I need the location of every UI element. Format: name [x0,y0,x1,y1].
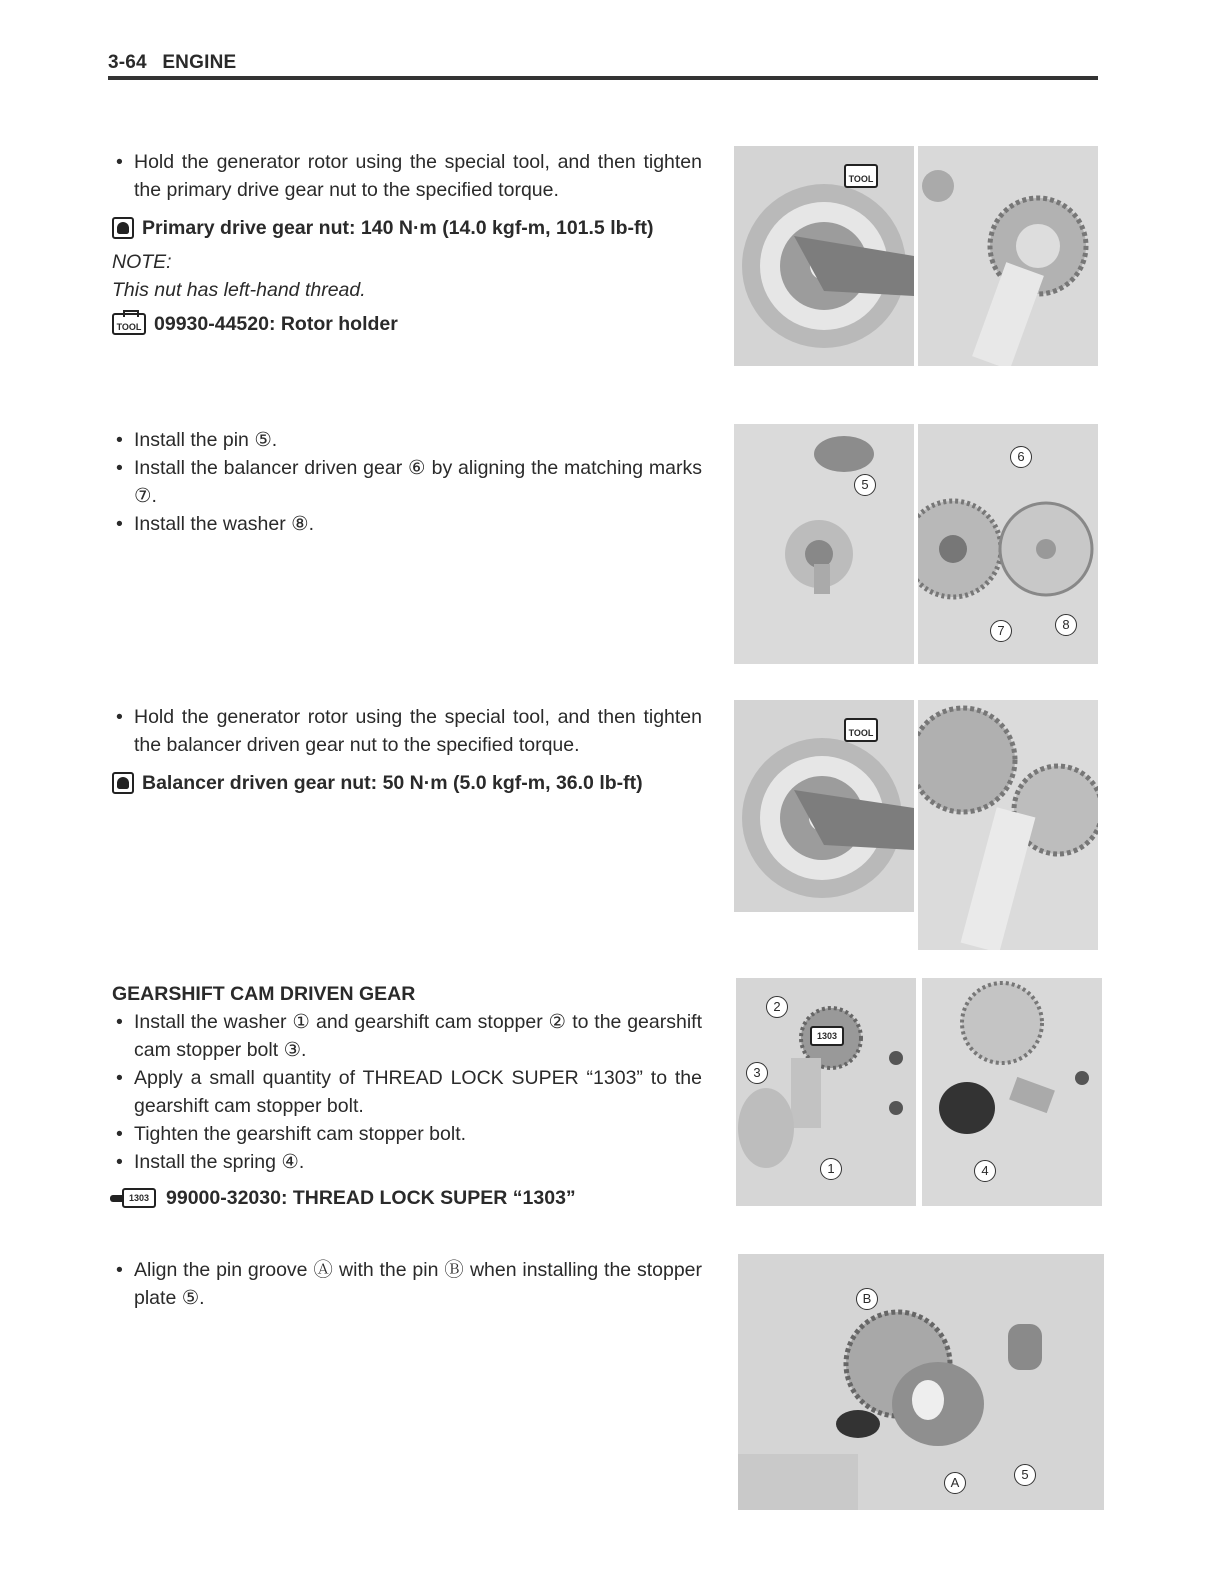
callout-A: A [944,1472,966,1494]
photo-balancer-gear-right [918,700,1098,950]
bullet-text: • Install the washer ⑧. [112,510,702,538]
photo-rotor-holder-left [734,146,914,366]
photo-pin-install [734,424,914,664]
tool-spec-line [112,310,702,338]
photo-primary-gear-right [918,146,1098,366]
section-title: GEARSHIFT CAM DRIVEN GEAR [112,983,416,1005]
callout-5: 5 [854,474,876,496]
callout-B: B [856,1288,878,1310]
block-gearshift-cam-text [112,980,702,1212]
note-text: This nut has left-hand thread. [112,279,366,301]
bullet-text: • Align the pin groove Ⓐ with the pin Ⓑ when installing the stopper plate ⑤. [112,1256,702,1312]
photo-cam-stopper [736,978,916,1206]
tool-badge: TOOL [844,164,878,188]
photo-rotor-holder-left-2 [734,700,914,912]
bullet-text: • Install the pin ⑤. [112,426,702,454]
tool-spec-text: 09930-44520: Rotor holder [154,313,398,335]
page-header [108,52,236,74]
bullet-text: • Hold the generator rotor using the special tool, and then tighten the balancer driven gear nut to the specified torque. [112,703,702,759]
torque-wrench-icon [112,217,134,239]
callout-2: 2 [766,996,788,1018]
chapter-title: ENGINE [162,52,237,73]
page-number: 3-64 [108,52,147,73]
block-primary-drive-text [112,148,702,338]
torque-spec-text: Balancer driven gear nut: 50 N·m (5.0 kgf-m, 36.0 lb-ft) [142,772,643,794]
thread-lock-spec-text: 99000-32030: THREAD LOCK SUPER “1303” [166,1187,576,1209]
block-stopper-plate-text [112,1256,702,1312]
photo-spring-install [922,978,1102,1206]
torque-wrench-icon [112,772,134,794]
torque-spec-line [112,769,702,797]
photo-balancer-gear [918,424,1098,664]
callout-8: 8 [1055,614,1077,636]
thread-lock-spec-line [110,1184,702,1212]
torque-spec-line [112,214,702,242]
bullet-text: • Hold the generator rotor using the special tool, and then tighten the primary drive gear nut to the specified torque. [112,148,702,204]
bullet-text: • Install the washer ① and gearshift cam stopper ② to the gearshift cam stopper bolt ③. [112,1008,702,1064]
thread-lock-icon: 1303 [110,1187,158,1209]
callout-6: 6 [1010,446,1032,468]
bullet-text: • Install the balancer driven gear ⑥ by aligning the matching marks ⑦. [112,454,702,510]
callout-3: 3 [746,1062,768,1084]
block-balancer-install-text [112,426,702,538]
torque-spec-text: Primary drive gear nut: 140 N·m (14.0 kgf-m, 101.5 lb-ft) [142,217,654,239]
callout-5: 5 [1014,1464,1036,1486]
block-balancer-torque-text [112,703,702,797]
thread-lock-badge: 1303 [810,1026,844,1046]
tool-badge: TOOL [844,718,878,742]
callout-7: 7 [990,620,1012,642]
header-rule [108,76,1098,80]
note-label: NOTE: [112,251,172,273]
bullet-text: • Apply a small quantity of THREAD LOCK SUPER “1303” to the gearshift cam stopper bolt. [112,1064,702,1120]
special-tool-icon: TOOL [112,313,146,335]
bullet-text: • Tighten the gearshift cam stopper bolt. [112,1120,702,1148]
callout-4: 4 [974,1160,996,1182]
photo-stopper-plate [738,1254,1104,1510]
callout-1: 1 [820,1158,842,1180]
bullet-text: • Install the spring ④. [112,1148,702,1176]
